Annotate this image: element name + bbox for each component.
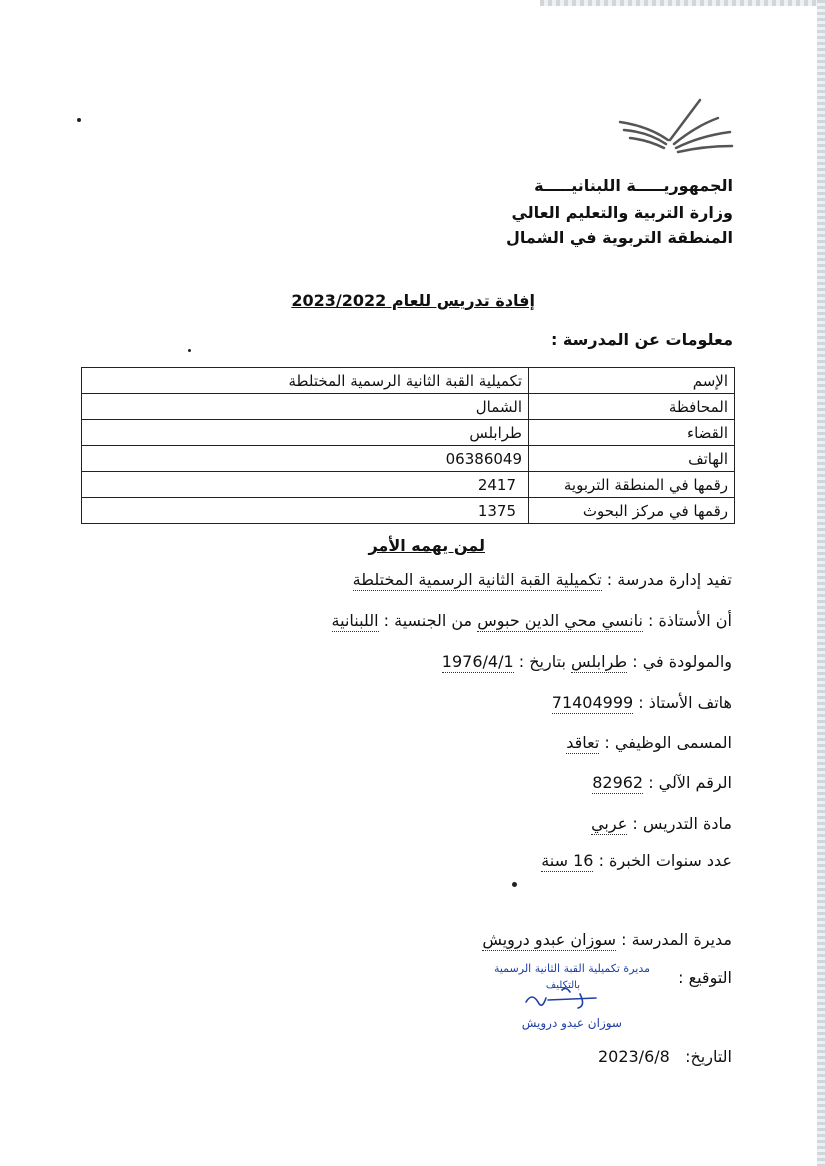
experience-years: 16 سنة [541,851,594,870]
to-whom-heading: لمن يهمه الأمر [368,536,485,555]
teacher-phone: 71404999 [551,693,634,712]
table-value: الشمال [82,394,529,420]
table-label: المحافظة [529,394,735,420]
school-info-table [81,367,735,524]
table-label: رقمها في المنطقة التربوية [529,472,735,498]
born-date: 1976/4/1 [441,652,514,671]
date-label: التاريخ: [685,1047,732,1066]
table-value: 1375 [82,498,529,524]
table-value: 06386049 [82,446,529,472]
document-title: إفادة تدريس للعام 2023/2022 [291,291,535,310]
table-row [82,472,735,498]
teacher-line [332,611,732,630]
stamp-name: سوزان عبدو درويش [521,1016,622,1030]
date-value: 2023/6/8 [597,1047,670,1066]
teacher-id: 82962 [592,773,644,792]
id-prefix: الرقم الآلي : [648,773,732,792]
header-ministry: وزارة التربية والتعليم العالي [511,203,733,222]
date-line [598,1047,732,1066]
table-label: الإسم [529,368,735,394]
stamp-title: مديرة تكميلية القبة الثانية الرسمية [493,962,650,975]
table-row [82,394,735,420]
scan-speck [188,349,191,352]
phone-line [552,693,732,712]
table-row [82,498,735,524]
director-prefix: مديرة المدرسة : [621,930,732,949]
school-info-heading: معلومات عن المدرسة : [550,330,733,349]
stamp-assignment: بالتكليف [545,980,580,991]
experience-prefix: عدد سنوات الخبرة : [598,851,732,870]
signature-scribble-icon [522,984,602,1014]
admin-prefix: تفيد إدارة مدرسة : [606,570,732,589]
table-label: الهاتف [529,446,735,472]
ministry-logo-icon [618,96,736,158]
birth-line [442,652,732,671]
table-row [82,420,735,446]
director-line [482,930,732,949]
teaching-subject: عربي [591,814,628,833]
job-prefix: المسمى الوظيفي : [604,733,732,752]
scan-speck [77,118,81,122]
teacher-prefix: أن الأستاذة : [648,611,732,630]
scan-speck [512,882,517,887]
subject-prefix: مادة التدريس : [632,814,732,833]
id-line [592,773,732,792]
experience-line [541,851,732,870]
table-value: تكميلية القبة الثانية الرسمية المختلطة [82,368,529,394]
admin-school-name: تكميلية القبة الثانية الرسمية المختلطة [352,570,602,589]
admin-line [353,570,732,589]
table-label: رقمها في مركز البحوث [529,498,735,524]
table-label: القضاء [529,420,735,446]
table-row [82,368,735,394]
table-value: طرابلس [82,420,529,446]
scan-edge-top [540,0,825,6]
born-prefix: والمولودة في : [632,652,732,671]
phone-prefix: هاتف الأستاذ : [638,693,732,712]
director-name: سوزان عبدو درويش [482,930,617,949]
nationality-prefix: من الجنسية : [383,611,473,630]
born-date-prefix: بتاريخ : [518,652,566,671]
header-region: المنطقة التربوية في الشمال [505,228,733,247]
subject-line [591,814,732,833]
born-place: طرابلس [570,652,628,671]
header-republic: الجمهوريـــــة اللبنانيـــــة [534,176,733,195]
nationality-value: اللبنانية [331,611,379,630]
job-line [566,733,732,752]
school-stamp [462,962,662,1034]
teacher-name: نانسي محي الدين حبوس [477,611,643,630]
scan-edge-right [817,0,825,1166]
job-title: تعاقد [566,733,600,752]
table-row [82,446,735,472]
table-value: 2417 [82,472,529,498]
signature-label: التوقيع : [678,968,732,987]
